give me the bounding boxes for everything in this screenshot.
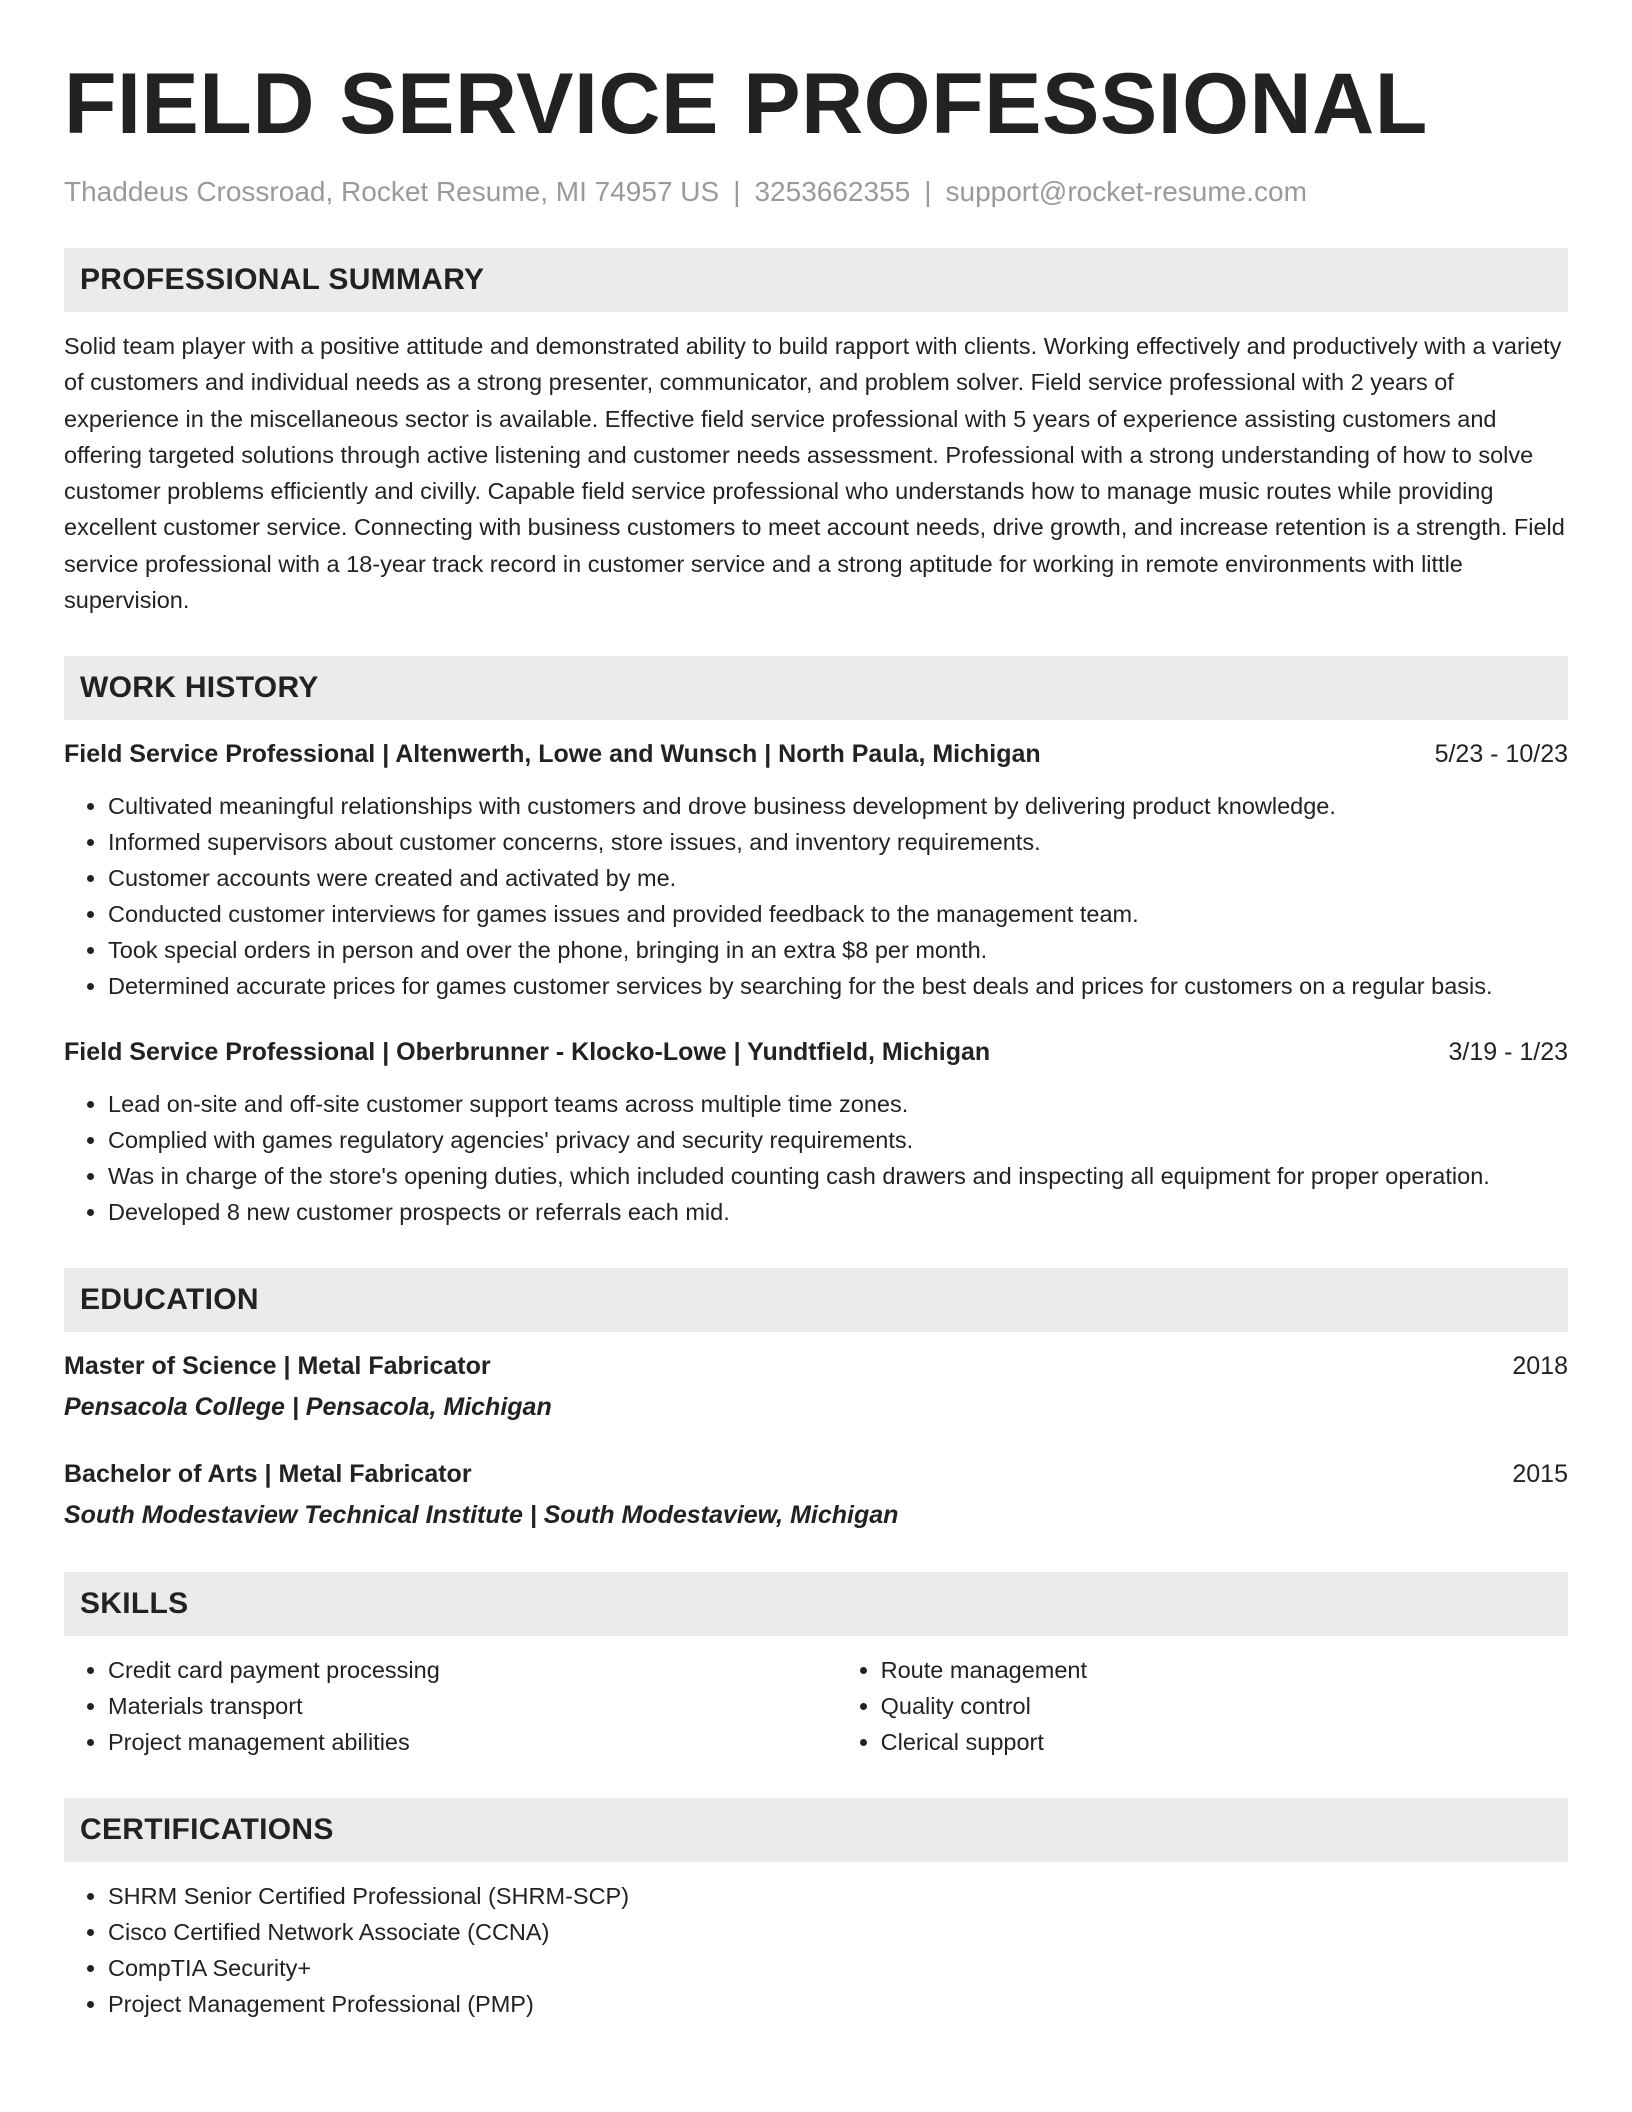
job-entry <box>64 1034 1568 1230</box>
skills-section-header: SKILLS <box>64 1572 1568 1636</box>
certification-item: • Cisco Certified Network Associate (CCNA) <box>108 1914 1568 1950</box>
job-duties-list <box>64 1086 1568 1230</box>
skills-list-right <box>837 1652 1568 1760</box>
job-entry <box>64 736 1568 1004</box>
job-title: Field Service Professional | Altenwerth, Lowe and Wunsch | North Paula, Michigan <box>64 740 1041 769</box>
contact-line <box>64 174 1568 210</box>
education-entry <box>64 1456 1568 1534</box>
skill-item: • Route management <box>881 1652 1568 1688</box>
skill-item: • Project management abilities <box>108 1724 837 1760</box>
education-degree: Master of Science | Metal Fabricator <box>64 1352 491 1381</box>
resume-title: FIELD SERVICE PROFESSIONAL <box>64 56 1428 152</box>
job-duty: • Informed supervisors about customer concerns, store issues, and inventory requirements. <box>108 824 1568 860</box>
skill-item: • Materials transport <box>108 1688 837 1724</box>
job-duty: • Was in charge of the store's opening duties, which included counting cash drawers and inspecting all equipment for proper operation. <box>108 1158 1568 1194</box>
job-title: Field Service Professional | Oberbrunner - Klocko-Lowe | Yundtfield, Michigan <box>64 1038 991 1067</box>
certifications-section-header: CERTIFICATIONS <box>64 1798 1568 1862</box>
summary-text: Solid team player with a positive attitude and demonstrated ability to build rapport with clients. Working effectively and productively with a variety of customers and individual needs as a strong presenter, communicator, and problem solver. Field service professional with 2 years of experience in the miscellaneous sector is available. Effective field service professional with 5 years of experience assisting customers and offering targeted solutions through active listening and customer needs assessment. Professional with a strong understanding of how to solve customer problems efficiently and civilly. Capable field service professional who understands how to manage music routes while providing excellent customer service. Connecting with business customers to meet account needs, drive growth, and increase retention is a strength. Field service professional with a 18-year track record in customer service and a strong aptitude for working in remote environments with little supervision. <box>64 333 1565 614</box>
job-duty: • Conducted customer interviews for games issues and provided feedback to the management team. <box>108 896 1568 932</box>
contact-address: Thaddeus Crossroad, Rocket Resume, MI 74957 US <box>64 176 720 207</box>
contact-email[interactable]: support@rocket-resume.com <box>945 176 1307 207</box>
job-duty: • Determined accurate prices for games customer services by searching for the best deals and prices for customers on a regular basis. <box>108 968 1568 1004</box>
contact-separator: | <box>733 176 741 207</box>
education-year: 2015 <box>1512 1460 1568 1489</box>
job-dates: 5/23 - 10/23 <box>1434 740 1568 769</box>
certification-item: • SHRM Senior Certified Professional (SHRM-SCP) <box>108 1878 1568 1914</box>
certification-item: • Project Management Professional (PMP) <box>108 1986 1568 2022</box>
job-header <box>64 1034 1568 1070</box>
job-duty: • Customer accounts were created and activated by me. <box>108 860 1568 896</box>
education-degree: Bachelor of Arts | Metal Fabricator <box>64 1460 472 1489</box>
job-duty: • Developed 8 new customer prospects or referrals each mid. <box>108 1194 1568 1230</box>
certification-item: • CompTIA Security+ <box>108 1950 1568 1986</box>
job-duty: • Lead on-site and off-site customer support teams across multiple time zones. <box>108 1086 1568 1122</box>
certifications-list <box>64 1878 1568 2022</box>
skills-grid <box>64 1652 1568 1760</box>
education-header <box>64 1456 1568 1492</box>
education-entry <box>64 1348 1568 1426</box>
education-header <box>64 1348 1568 1384</box>
job-duty: • Complied with games regulatory agencies' privacy and security requirements. <box>108 1122 1568 1158</box>
contact-separator: | <box>924 176 932 207</box>
job-header <box>64 736 1568 772</box>
skills-list-left <box>64 1652 837 1760</box>
education-year: 2018 <box>1512 1352 1568 1381</box>
skill-item: • Quality control <box>881 1688 1568 1724</box>
job-dates: 3/19 - 1/23 <box>1448 1038 1568 1067</box>
job-duty: • Took special orders in person and over the phone, bringing in an extra $8 per month. <box>108 932 1568 968</box>
job-duty: • Cultivated meaningful relationships with customers and drove business development by delivering product knowledge. <box>108 788 1568 824</box>
skill-item: • Credit card payment processing <box>108 1652 837 1688</box>
summary-section-header: PROFESSIONAL SUMMARY <box>64 248 1568 312</box>
work-history-section-header: WORK HISTORY <box>64 656 1568 720</box>
skill-item: • Clerical support <box>881 1724 1568 1760</box>
education-school: South Modestaview Technical Institute | South Modestaview, Michigan <box>64 1501 899 1530</box>
contact-phone: 3253662355 <box>754 176 911 207</box>
education-section-header: EDUCATION <box>64 1268 1568 1332</box>
education-school: Pensacola College | Pensacola, Michigan <box>64 1393 552 1422</box>
job-duties-list <box>64 788 1568 1004</box>
